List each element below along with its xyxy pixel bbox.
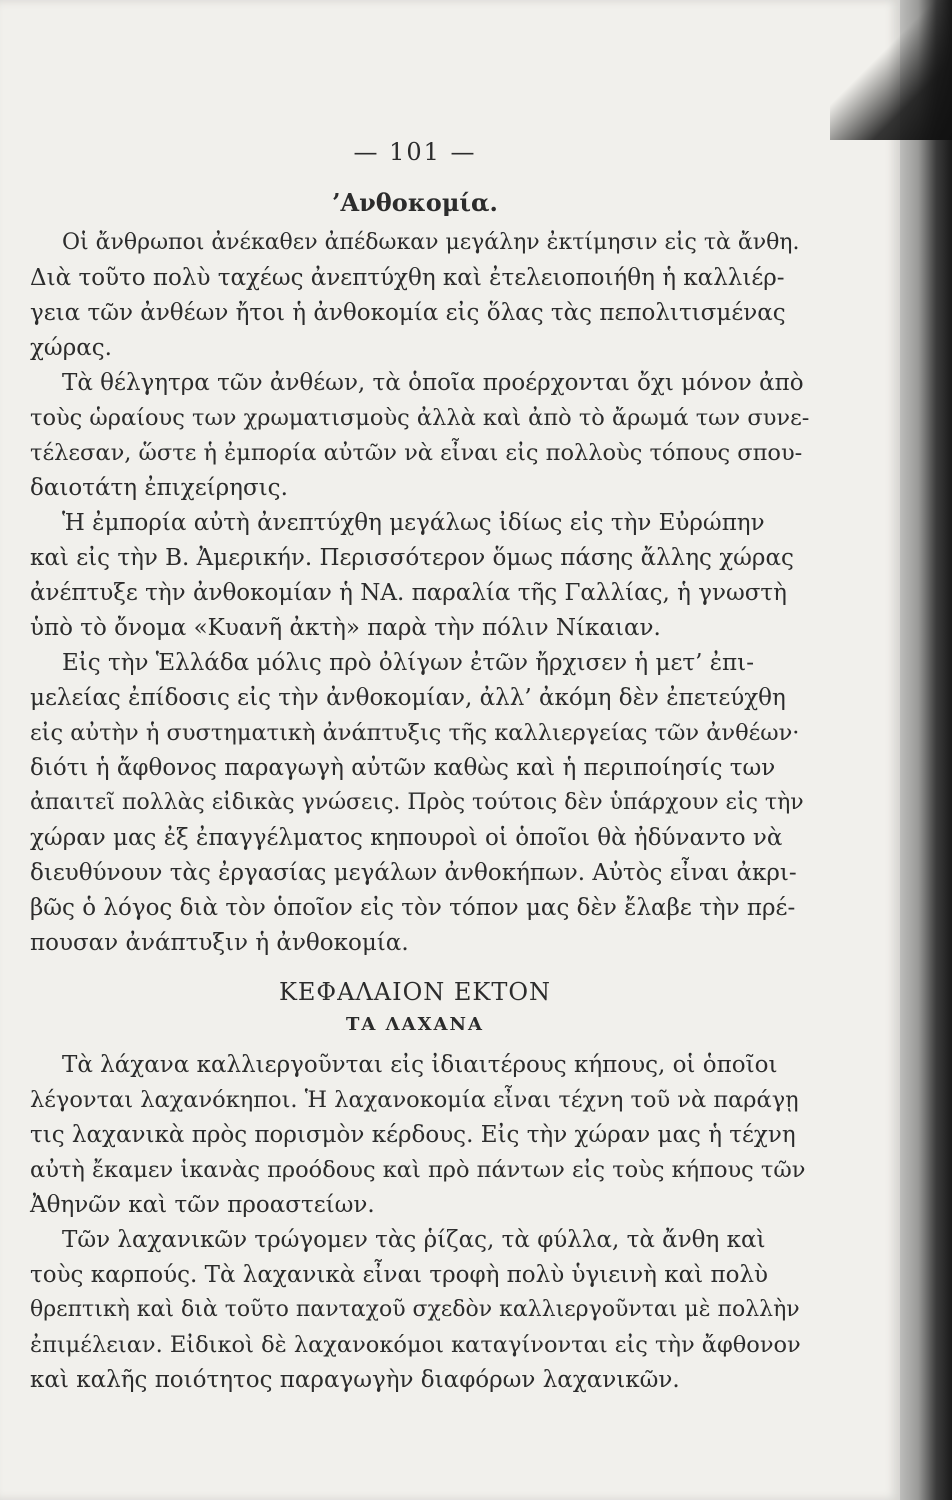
text-line: Ἡ ἐμπορία αὐτὴ ἀνεπτύχθη μεγάλως ἰδίως εἰς τὴν Εὐρώπην	[62, 510, 765, 536]
text-line: ἐπιμέλειαν. Εἰδικοὶ δὲ λαχανοκόμοι καταγίνονται εἰς τὴν ἄφθονον	[30, 1332, 801, 1358]
text-line: λέγονται λαχανόκηποι. Ἡ λαχανοκομία εἶναι τέχνη τοῦ νὰ παράγῃ	[30, 1087, 799, 1113]
text-line: τις λαχανικὰ πρὸς πορισμὸν κέρδους. Εἰς τὴν χώραν μας ἡ τέχνη	[30, 1122, 796, 1148]
text-line: γεια τῶν ἀνθέων ἤτοι ἡ ἀνθοκομία εἰς ὅλας τὰς πεπολιτισμένας	[30, 300, 786, 326]
text-line: δαιοτάτη ἐπιχείρησις.	[30, 475, 288, 501]
section-title: ’Ανθοκομία.	[332, 188, 498, 217]
text-line: καὶ εἰς τὴν Β. Ἀμερικήν. Περισσότερον ὅμως πάσης ἄλλης χώρας	[30, 545, 794, 571]
text-line: Οἱ ἄνθρωποι ἀνέκαθεν ἀπέδωκαν μεγάλην ἐκτίμησιν εἰς τὰ ἄνθη.	[62, 230, 800, 255]
page-number: — 101 —	[353, 138, 477, 166]
text-line: βῶς ὁ λόγος διὰ τὸν ὁποῖον εἰς τὸν τόπον μας δὲν ἔλαβε τὴν πρέ-	[30, 895, 796, 921]
text-line: ἀνέπτυξε τὴν ἀνθοκομίαν ἡ ΝΑ. παραλία τῆς Γαλλίας, ἡ γνωστὴ	[30, 580, 787, 606]
text-line: διευθύνουν τὰς ἐργασίας μεγάλων ἀνθοκήπων. Αὐτὸς εἶναι ἀκρι-	[30, 860, 797, 886]
book-spine-shadow	[900, 0, 952, 1500]
text-line: χώραν μας ἐξ ἐπαγγέλματος κηπουροὶ οἱ ὁποῖοι θὰ ἠδύναντο νὰ	[30, 825, 783, 851]
text-line: Ἀθηνῶν καὶ τῶν προαστείων.	[30, 1192, 375, 1218]
text-line: Τὰ θέλγητρα τῶν ἀνθέων, τὰ ὁποῖα προέρχονται ὄχι μόνον ἀπὸ	[62, 370, 804, 396]
text-line: ὑπὸ τὸ ὄνομα «Κυανῆ ἀκτὴ» παρὰ τὴν πόλιν Νίκαιαν.	[30, 615, 661, 641]
text-line: τοὺς ὡραίους των χρωματισμοὺς ἀλλὰ καὶ ἀπὸ τὸ ἄρωμά των συνε-	[30, 405, 810, 431]
chapter-subtitle: ΤΑ ΛΑΧΑΝΑ	[346, 1014, 484, 1035]
text-line: τέλεσαν, ὥστε ἡ ἐμπορία αὐτῶν νὰ εἶναι εἰς πολλοὺς τόπους σπου-	[30, 440, 803, 466]
text-line: ἀπαιτεῖ πολλὰς εἰδικὰς γνώσεις. Πρὸς τούτοις δὲν ὑπάρχουν εἰς τὴν	[30, 790, 804, 815]
text-line: εἰς αὐτὴν ἡ συστηματικὴ ἀνάπτυξις τῆς καλλιεργείας τῶν ἀνθέων·	[30, 720, 800, 746]
text-line: αὐτὴ ἔκαμεν ἱκανὰς προόδους καὶ πρὸ πάντων εἰς τοὺς κήπους τῶν	[30, 1157, 806, 1183]
page-corner-shadow	[830, 0, 952, 140]
chapter-title: ΚΕΦΑΛΑΙΟΝ ΕΚΤΟΝ	[278, 978, 552, 1006]
text-line: καὶ καλῆς ποιότητος παραγωγὴν διαφόρων λαχανικῶν.	[30, 1367, 680, 1393]
text-line: μελείας ἐπίδοσις εἰς τὴν ἀνθοκομίαν, ἀλλ’ ἀκόμη δὲν ἐπετεύχθη	[30, 685, 786, 711]
text-line: θρεπτικὴ καὶ διὰ τοῦτο πανταχοῦ σχεδὸν καλλιεργοῦνται μὲ πολλὴν	[30, 1297, 800, 1322]
text-line: διότι ἡ ἄφθονος παραγωγὴ αὐτῶν καθὼς καὶ ἡ περιποίησίς των	[30, 755, 776, 781]
text-line: Τὰ λάχανα καλλιεργοῦνται εἰς ἰδιαιτέρους κήπους, οἱ ὁποῖοι	[62, 1052, 778, 1078]
text-line: Διὰ τοῦτο πολὺ ταχέως ἀνεπτύχθη καὶ ἐτελειοποιήθη ἡ καλλιέρ-	[30, 265, 785, 291]
text-line: τοὺς καρπούς. Τὰ λαχανικὰ εἶναι τροφὴ πολὺ ὑγιεινὴ καὶ πολὺ	[30, 1262, 769, 1288]
text-line: χώρας.	[30, 335, 112, 361]
text-line: πουσαν ἀνάπτυξιν ἡ ἀνθοκομία.	[30, 930, 409, 956]
text-line: Τῶν λαχανικῶν τρώγομεν τὰς ῥίζας, τὰ φύλλα, τὰ ἄνθη καὶ	[62, 1227, 766, 1253]
text-line: Εἰς τὴν Ἑλλάδα μόλις πρὸ ὀλίγων ἐτῶν ἤρχισεν ἡ μετ’ ἐπι-	[62, 650, 754, 676]
